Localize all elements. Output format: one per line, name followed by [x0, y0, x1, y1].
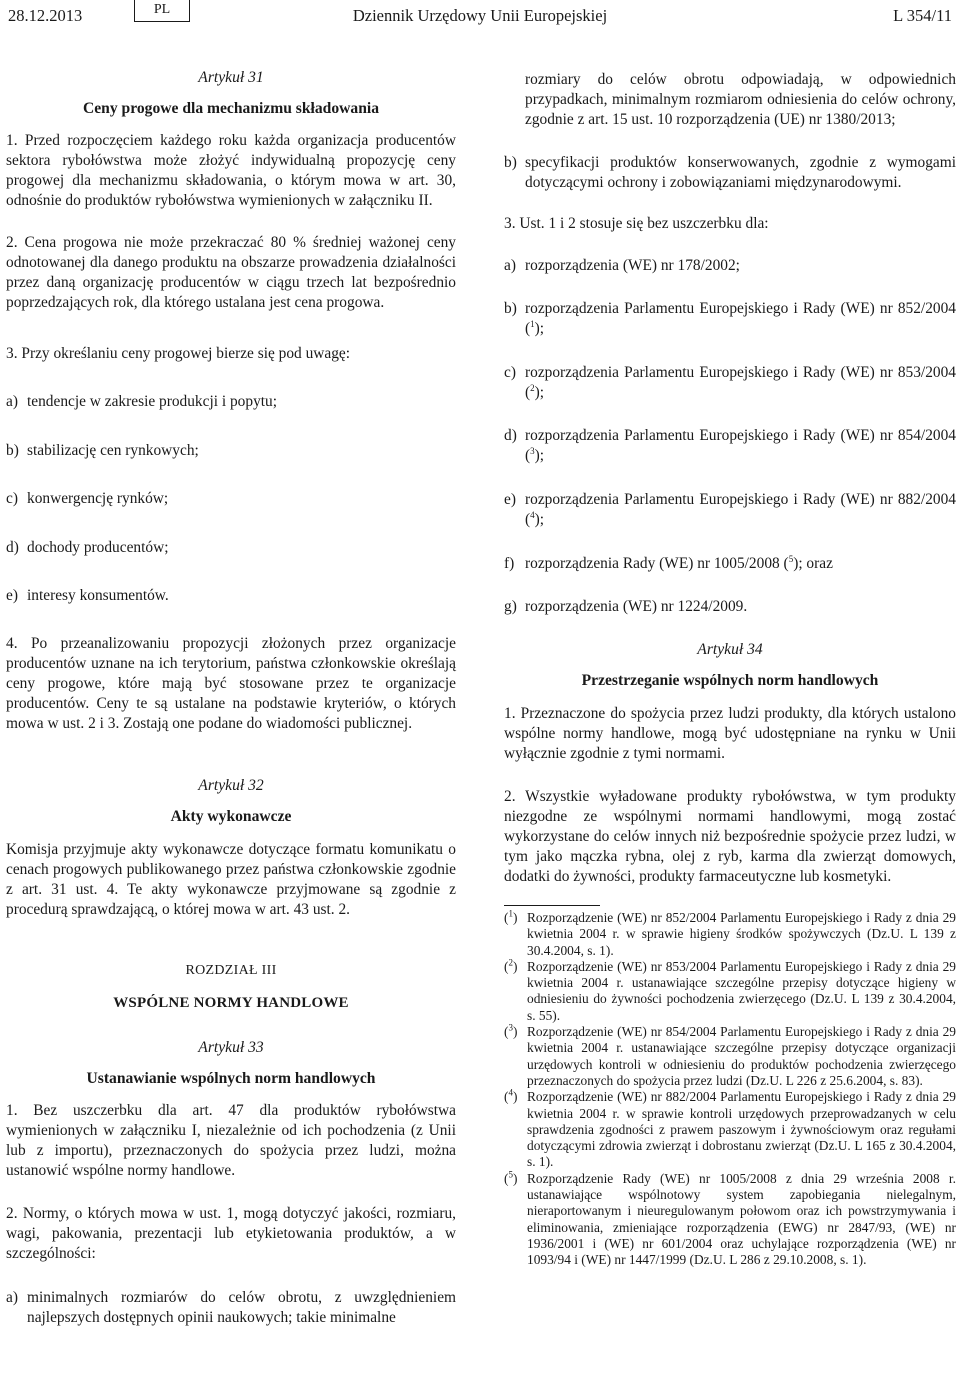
list-item-label: e): [504, 491, 516, 508]
footnote-text: Rozporządzenie Rady (WE) nr 1005/2008 z dnia 29 września 2008 r. ustanawiające wspólnotowy system zapobiegania nielegalnym, nieraportowanym i nieuregulowanym połowom oraz ich powstrzymywania i eliminowania, zmieniające rozporządzenia (EWG) nr 2847/93, (WE) nr 1936/2001 i (WE) nr 601/2004 oraz uchylające rozporządzenia (WE) nr 1093/94 i (WE) nr 1447/1999 (Dz.U. L 286 z 29.10.2008, s. 1).: [527, 1170, 956, 1268]
chapter-title: WSPÓLNE NORMY HANDLOWE: [113, 995, 349, 1011]
article-33-para-2: 2. Normy, o których mowa w ust. 1, mogą dotyczyć jakości, rozmiaru, wagi, pakowania, prezentacji lub etykietowania produktów, a w szczególności:: [6, 1205, 456, 1262]
footnote: ($^2$) Rozporządzenie (WE) nr 853/2004 Parlamentu Europejskiego i Rady z dnia 29 kwietnia 2004 r. ustanawiające szczególne przepisy dotyczące higieny w odniesieniu do żywności pochodzenia zwierzęcego (Dz.U. L 139 z 30.4.2004, s. 55).: [504, 957, 956, 1023]
list-item-text: rozporządzenia Rady (WE) nr 1005/2008 (: [525, 555, 789, 572]
list-item: [504, 426, 956, 466]
list-item-tail: );: [534, 511, 545, 528]
footnote-text: Rozporządzenie (WE) nr 853/2004 Parlamentu Europejskiego i Rady z dnia 29 kwietnia 2004 r. ustanawiające szczególne przepisy dotyczące higieny w odniesieniu do żywności pochodzenia zwierzęcego (Dz.U. L 139 z 30.4.2004, s. 55).: [527, 958, 956, 1023]
list-item: [6, 586, 456, 606]
article-34-para-2: 2. Wszystkie wyładowane produkty rybołówstwa, w tym produkty niezgodne ze wspólnymi normami handlowymi, mogą zostać wykorzystane do celów innych niż bezpośrednie spożycie przez ludzi, w tym jako mączka rybna, olej z ryb, karma dla zwierząt domowych, dodatki do żywności, produkty farmaceutyczne lub kosmetyki.: [504, 788, 956, 885]
right-column: [504, 68, 956, 1269]
list-item: [6, 1288, 456, 1328]
list-item-label: a): [6, 1289, 18, 1306]
list-item-tail: ); oraz: [793, 555, 833, 572]
footnote: ($^5$) Rozporządzenie Rady (WE) nr 1005/2008 z dnia 29 września 2008 r. ustanawiające wspólnotowy system zapobiegania nielegalnym, nieraportowanym i nieuregulowanym połowom oraz ich powstrzymywania i eliminowania, zmieniające rozporządzenia (EWG) nr 2847/93, (WE) nr 1936/2001 i (WE) nr 601/2004 oraz uchylające rozporządzenia (WE) nr 1093/94 i (WE) nr 1447/1999 (Dz.U. L 286 z 29.10.2008, s. 1).: [504, 1169, 956, 1268]
footnote-number: 4: [508, 1087, 513, 1098]
list-item-text: konwergencję rynków;: [27, 490, 169, 507]
footnote-divider: [504, 905, 600, 906]
list-item: [6, 392, 456, 412]
list-item-label: c): [6, 490, 18, 507]
article-32-para-1: Komisja przyjmuje akty wykonawcze dotyczące formatu komunikatu o cenach progowych publikowanego przez państwa członkowskie zgodnie z art. 31 ust. 4. Te akty wykonawcze przyjmowane są zgodnie z procedurą sprawdzającą, o której mowa w art. 43 ust. 2.: [6, 841, 456, 918]
list-item-tail: );: [534, 320, 545, 337]
article-33-number: Artykuł 33: [198, 1039, 264, 1056]
publication-date: 28.12.2013: [8, 6, 83, 25]
article-31-para-1: 1. Przed rozpoczęciem każdego roku każda organizacja producentów sektora rybołówstwa może złożyć indywidualną propozycję ceny progowej dla mechanizmu składowania, o którym mowa w art. 30, odnośnie do produktów rybołówstwa wymienionych w załączniku II.: [6, 132, 456, 209]
list-item: [6, 538, 456, 558]
list-item-text: rozporządzenia (WE) nr 1224/2009.: [525, 598, 748, 615]
list-item-label: b): [6, 442, 19, 459]
footnote-number: 5: [508, 1169, 513, 1180]
list-item: [504, 299, 956, 339]
article-34-para-1: 1. Przeznaczone do spożycia przez ludzi produkty, dla których ustalono wspólne normy handlowe, mogą być udostępniane na rynku w Unii wyłącznie zgodnie z tymi normami.: [504, 705, 956, 762]
article-31-para-3: 3. Przy określaniu ceny progowej bierze się pod uwagę:: [6, 345, 351, 362]
list-item-text: rozporządzenia Parlamentu Europejskiego i Rady (WE) nr 882/2004 (: [525, 491, 956, 528]
article-34-title: Przestrzeganie wspólnych norm handlowych: [581, 672, 879, 689]
list-item-label: c): [504, 364, 516, 381]
footnote-ref[interactable]: 2: [530, 382, 535, 393]
language-tab: PL: [134, 0, 190, 22]
list-item-label: f): [504, 555, 515, 572]
footnote-ref[interactable]: 3: [530, 445, 535, 456]
article-31-para-4: 4. Po przeanalizowaniu propozycji złożonych przez organizacje producentów uznane na ich terytorium, państwa członkowskie określają ceny progowe, które mają być stosowane przez te organizacje producentów. Ceny te są ustalane na podstawie kryteriów, o których mowa w ust. 2 i 3. Zostają one podane do wiadomości publicznej.: [6, 635, 456, 732]
list-item-text: rozporządzenia Parlamentu Europejskiego i Rady (WE) nr 853/2004 (: [525, 364, 956, 401]
list-item-text: tendencje w zakresie produkcji i popytu;: [27, 393, 278, 410]
footnote-text: Rozporządzenie (WE) nr 854/2004 Parlamentu Europejskiego i Rady z dnia 29 kwietnia 2004 r. ustanawiające szczególne przepisy dotyczące organizacji urzędowych kontroli w odniesieniu do produktów pochodzenia zwierzęcego przeznaczonych do spożycia przez ludzi (Dz.U. L 226 z 25.6.2004, s. 83).: [527, 1024, 956, 1088]
footnote-ref[interactable]: 5: [788, 553, 794, 564]
list-item-text: dochody producentów;: [27, 539, 169, 556]
footnote: ($^1$) Rozporządzenie (WE) nr 852/2004 Parlamentu Europejskiego i Rady z dnia 29 kwietnia 2004 r. w sprawie higieny środków spożywczych (Dz.U. L 139 z 30.4.2004, s. 1).: [504, 908, 956, 958]
article-31-number: Artykuł 31: [198, 69, 264, 86]
list-item-text: stabilizację cen rynkowych;: [27, 442, 199, 459]
journal-title: Dziennik Urzędowy Unii Europejskiej: [352, 6, 608, 25]
page-number: L 354/11: [893, 6, 952, 25]
article-32-number: Artykuł 32: [198, 777, 264, 794]
list-item: [504, 153, 956, 193]
footnote-number: 2: [508, 957, 513, 968]
list-item-label: d): [504, 427, 517, 444]
list-item: [504, 363, 956, 403]
list-item: [504, 554, 956, 574]
left-column: [6, 68, 456, 1328]
list-item-label: a): [504, 257, 516, 274]
article-33-para-1: 1. Bez uszczerbku dla art. 47 dla produktów rybołówstwa wymienionych w załączniku I, niezależnie od ich pochodzenia (z Unii lub z importu), przeznaczonych do spożycia przez ludzi, można ustanowić wspólne normy handlowe.: [6, 1102, 456, 1179]
list-item-text: rozporządzenia (WE) nr 178/2002;: [525, 257, 740, 274]
article-31-title: Ceny progowe dla mechanizmu składowania: [82, 100, 380, 117]
list-item-text: interesy konsumentów.: [27, 587, 169, 604]
list-item-label: b): [504, 300, 517, 317]
footnote: ($^3$) Rozporządzenie (WE) nr 854/2004 Parlamentu Europejskiego i Rady z dnia 29 kwietnia 2004 r. ustanawiające szczególne przepisy dotyczące organizacji urzędowych kontroli w odniesieniu do produktów pochodzenia zwierzęcego przeznaczonych do spożycia przez ludzi (Dz.U. L 226 z 25.6.2004, s. 83).: [504, 1022, 956, 1088]
article-31-para-2: 2. Cena progowa nie może przekraczać 80 % średniej ważonej ceny odnotowanej dla danego produktu na obszarze prowadzenia działalności przez daną organizację producentów w ciągu trzech lat bezpośrednio poprzedzających rok, dla którego ustalana jest cena progowa.: [6, 234, 456, 311]
list-item-text: rozporządzenia Parlamentu Europejskiego i Rady (WE) nr 854/2004 (: [525, 427, 956, 464]
list-item: [6, 441, 456, 461]
list-item: [504, 490, 956, 530]
list-item-text: rozporządzenia Parlamentu Europejskiego i Rady (WE) nr 852/2004 (: [525, 300, 956, 337]
list-item-label: g): [504, 598, 517, 615]
list-item-label: a): [6, 393, 18, 410]
article-33-para-3: 3. Ust. 1 i 2 stosuje się bez uszczerbku dla:: [504, 215, 769, 232]
list-item-text: minimalnych rozmiarów do celów obrotu, z uwzględnieniem najlepszych dostępnych opinii naukowych; takie minimalne: [27, 1289, 456, 1326]
footnote-number: 3: [508, 1022, 513, 1033]
page-header: [0, 0, 960, 32]
list-item-label: e): [6, 587, 18, 604]
list-item-tail: );: [534, 384, 545, 401]
footnote-ref[interactable]: 4: [530, 509, 535, 520]
list-item-label: b): [504, 154, 517, 171]
article-32-title: Akty wykonawcze: [170, 808, 292, 825]
list-item-label: d): [6, 539, 19, 556]
list-item: [504, 256, 956, 276]
chapter-number: ROZDZIAŁ III: [185, 963, 277, 978]
footnote-text: Rozporządzenie (WE) nr 882/2004 Parlamentu Europejskiego i Rady z dnia 29 kwietnia 2004 r. w sprawie kontroli urzędowych przeprowadzanych w celu sprawdzenia zgodności z prawem paszowym i żywnościowym oraz regułami dotyczącymi zdrowia zwierząt i dobrostanu zwierząt (Dz.U. L 165 z 30.4.2004, s. 1).: [527, 1089, 956, 1170]
list-item: [504, 597, 956, 617]
footnote-number: 1: [508, 908, 513, 919]
article-34-number: Artykuł 34: [697, 641, 763, 658]
footnote: ($^4$) Rozporządzenie (WE) nr 882/2004 Parlamentu Europejskiego i Rady z dnia 29 kwietnia 2004 r. w sprawie kontroli urzędowych przeprowadzanych w celu sprawdzenia zgodności z prawem paszowym i żywnościowym oraz regułami dotyczącymi zdrowia zwierząt i dobrostanu zwierząt (Dz.U. L 165 z 30.4.2004, s. 1).: [504, 1087, 956, 1170]
list-item-text: specyfikacji produktów konserwowanych, zgodnie z wymogami dotyczącymi ochrony i zobowiązaniami międzynarodowymi.: [525, 154, 956, 191]
article-33-title: Ustanawianie wspólnych norm handlowych: [86, 1070, 376, 1087]
list-item: [6, 489, 456, 509]
footnotes: [504, 910, 956, 1269]
footnote-ref[interactable]: 1: [530, 318, 535, 329]
list-item-tail: );: [534, 447, 545, 464]
footnote-text: Rozporządzenie (WE) nr 852/2004 Parlamentu Europejskiego i Rady z dnia 29 kwietnia 2004 r. w sprawie higieny środków spożywczych (Dz.U. L 139 z 30.4.2004, s. 1).: [527, 910, 956, 958]
continued-text: rozmiary do celów obrotu odpowiadają, w odpowiednich przypadkach, minimalnym rozmiarom odniesienia do celów ochrony, zgodnie z art. 15 ust. 10 rozporządzenia (UE) nr 1380/2013;: [525, 71, 956, 128]
